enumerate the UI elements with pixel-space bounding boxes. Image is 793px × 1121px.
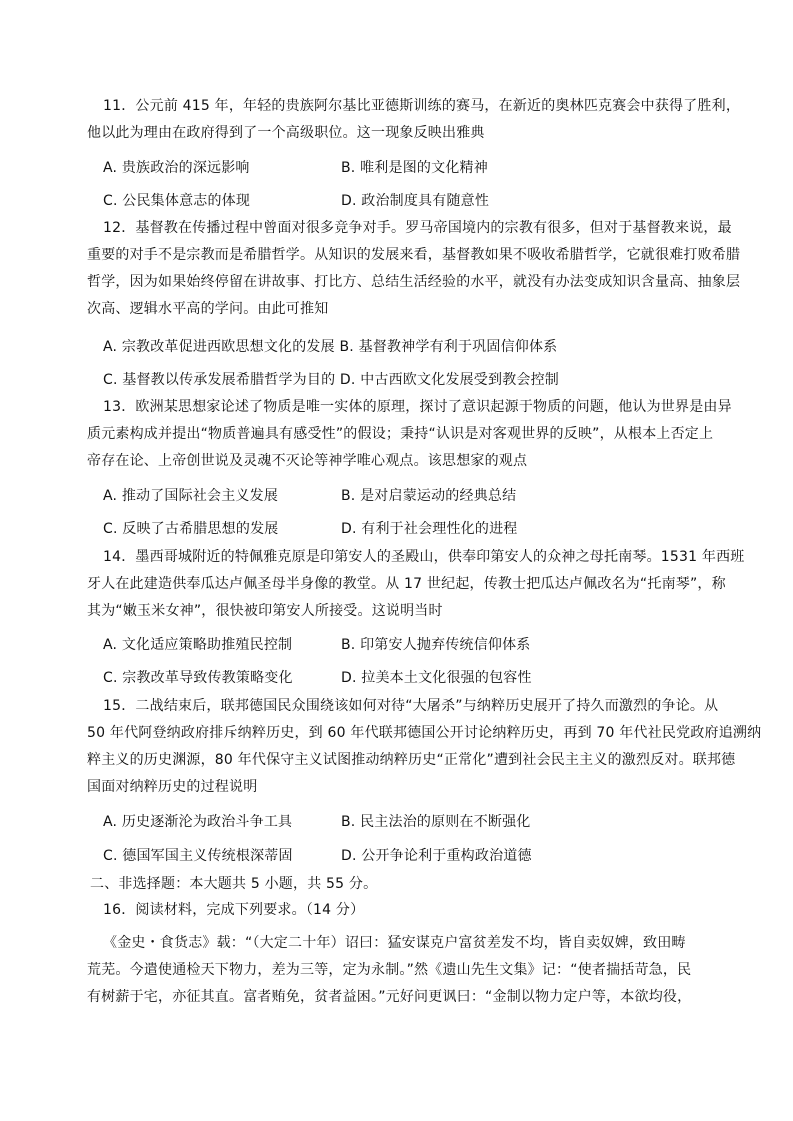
q13-option-b: B. 是对启蒙运动的经典总结 (341, 488, 517, 504)
q13-option-a: A. 推动了国际社会主义发展 (103, 488, 279, 504)
q15-line-1: 15．二战结束后，联邦德国民众围绕该如何对待“大屠杀”与纳粹历史展开了持久而激烈的争论。从 (103, 698, 719, 714)
q11-line-1: 11．公元前 415 年，年轻的贵族阿尔基比亚德斯训练的赛马，在新近的奥林匹克赛会中获得了胜利， (103, 98, 741, 114)
q16-title: 16．阅读材料，完成下列要求。（14 分） (103, 902, 365, 918)
q11-option-b: B. 唯利是图的文化精神 (341, 160, 488, 176)
q12-line-1: 12．基督教在传播过程中曾面对很多竞争对手。罗马帝国境内的宗教有很多，但对于基督教来说，最 (103, 220, 732, 236)
q12-line-3: 哲学，因为如果始终停留在讲故事、打比方、总结生活经验的水平，就没有办法变成知识含量高、抽象层 (87, 274, 741, 290)
q15-option-c: C. 德国军国主义传统根深蒂固 (103, 848, 293, 864)
q15-option-a: A. 历史逐渐沦为政治斗争工具 (103, 814, 293, 830)
material-line-2: 荒芜。今遣使通检天下物力，差为三等，定为永制。”然《遗山先生文集》记：“使者揣括苛急，民 (87, 962, 692, 978)
q13-option-c: C. 反映了古希腊思想的发展 (103, 521, 279, 537)
q11-option-a: A. 贵族政治的深远影响 (103, 160, 250, 176)
q15-line-2: 50 年代阿登纳政府排斥纳粹历史，到 60 年代联邦德国公开讨论纳粹历史，再到 70 年代社民党政府追溯纳 (87, 725, 762, 741)
q12-line-4: 次高、逻辑水平高的学问。由此可推知 (87, 301, 329, 317)
q14-option-d: D. 拉美本土文化很强的包容性 (341, 670, 532, 686)
q12-options-ab: A. 宗教改革促进西欧思想文化的发展 B. 基督教神学有利于巩固信仰体系 (103, 339, 558, 355)
q12-options-cd: C. 基督教以传承发展希腊哲学为目的 D. 中古西欧文化发展受到教会控制 (103, 372, 560, 388)
q14-option-b: B. 印第安人抛弃传统信仰体系 (341, 637, 531, 653)
section-title: 二、非选择题：本大题共 5 小题，共 55 分。 (90, 876, 378, 892)
q11-option-c: C. 公民集体意志的体现 (103, 193, 251, 209)
q12-line-2: 重要的对手不是宗教而是希腊哲学。从知识的发展来看，基督教如果不吸收希腊哲学，它就很难打败希腊 (87, 247, 741, 263)
q14-line-3: 其为“嫩玉米女神”，很快被印第安人所接受。这说明当时 (87, 603, 443, 619)
q13-line-3: 帝存在论、上帝创世说及灵魂不灭论等神学唯心观点。该思想家的观点 (87, 453, 528, 469)
q13-option-d: D. 有利于社会理性化的进程 (341, 521, 518, 537)
q15-line-4: 国面对纳粹历史的过程说明 (87, 779, 258, 795)
q11-option-d: D. 政治制度具有随意性 (341, 193, 490, 209)
q15-option-d: D. 公开争论利于重构政治道德 (341, 848, 532, 864)
material-line-3: 有树薪于宅，亦征其直。富者贿免，贫者益困。”元好问更讽曰：“金制以物力定户等，本欲均役， (87, 989, 692, 1005)
material-line-1: 《金史・食货志》载：“（大定二十年）诏曰：猛安谋克户富贫差发不均，皆自卖奴婢，致田畴 (103, 935, 686, 951)
q13-line-2: 质元素构成并提出“物质普遍具有感受性”的假设；秉持“认识是对客观世界的反映”，从根本上否定上 (87, 426, 714, 442)
q14-option-a: A. 文化适应策略助推殖民控制 (103, 637, 293, 653)
q14-line-1: 14．墨西哥城附近的特佩雅克原是印第安人的圣殿山，供奉印第安人的众神之母托南琴。1531 年西班 (103, 549, 745, 565)
q11-line-2: 他以此为理由在政府得到了一个高级职位。这一现象反映出雅典 (87, 125, 485, 141)
q15-option-b: B. 民主法治的原则在不断强化 (341, 814, 531, 830)
q14-line-2: 牙人在此建造供奉瓜达卢佩圣母半身像的教堂。从 17 世纪起，传教士把瓜达卢佩改名为“托南琴”，称 (87, 576, 726, 592)
q14-option-c: C. 宗教改革导致传教策略变化 (103, 670, 293, 686)
q15-line-3: 粹主义的历史渊源，80 年代保守主义试图推动纳粹历史“正常化”遭到社会民主主义的激烈反对。联邦德 (87, 752, 736, 768)
q13-line-1: 13．欧洲某思想家论述了物质是唯一实体的原理，探讨了意识起源于物质的问题，他认为世界是由异 (103, 399, 732, 415)
